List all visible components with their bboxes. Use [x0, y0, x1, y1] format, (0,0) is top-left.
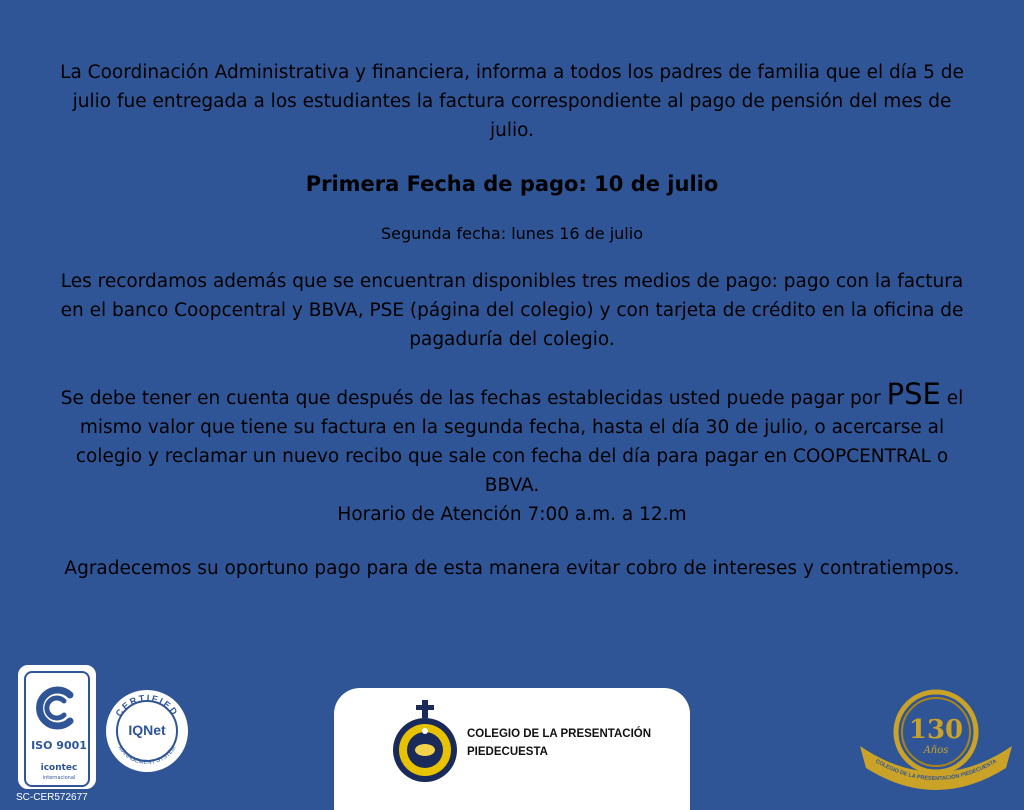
certificate-code: SC-CER572677 — [16, 792, 88, 803]
iso-label: ISO 9001 — [31, 739, 87, 752]
anniversary-word: Años — [923, 745, 949, 756]
icontec-brand: icontec — [40, 763, 78, 773]
icontec-subbrand: internacional — [42, 775, 76, 781]
anniversary-ribbon-text: COLEGIO DE LA PRESENTACIÓN PIEDECUESTA — [874, 758, 998, 783]
school-card — [334, 688, 690, 810]
late-note-end: el mismo valor que tiene su factura en la segunda fecha, hasta el día 30 de julio, o acercarse al colegio y reclamar un nuevo recibo que sale con fecha del día para pagar en COOPCENTRAL o BBVA. — [75, 388, 964, 496]
icontec-frame — [24, 671, 90, 787]
iqnet-bottom-text: MANAGEMENT SYSTEM — [116, 745, 178, 767]
closing-thanks: Agradecemos su oportuno pago para de esta manera evitar cobro de intereses y contratiempos. — [64, 558, 960, 579]
second-payment-date: Segunda fecha: lunes 16 de julio — [381, 224, 643, 243]
icontec-iso-logo — [18, 665, 96, 789]
payment-notice — [50, 58, 974, 583]
school-name-line2: PIEDECUESTA — [467, 746, 548, 758]
school-crest-icon — [390, 698, 460, 790]
iqnet-certified-logo — [104, 688, 190, 774]
iqnet-top-text: CERTIFIED — [113, 692, 181, 719]
notice-intro: La Coordinación Administrativa y financiera, informa a todos los padres de familia que el día 5 de julio fue entregada a los estudiantes la factura correspondiente al pago de pensión del mes de julio. — [60, 62, 964, 141]
late-payment-note — [50, 377, 974, 500]
school-name-line1: COLEGIO DE LA PRESENTACIÓN — [467, 728, 652, 740]
anniversary-number: 130 — [908, 715, 964, 745]
payment-methods: Les recordamos además que se encuentran disponibles tres medios de pago: pago con la factura en el banco Coopcentral y BBVA, PSE (página del colegio) y con tarjeta de crédito en la oficina de pagaduría del colegio. — [60, 271, 964, 350]
office-hours: Horario de Atención 7:00 a.m. a 12.m — [337, 504, 687, 525]
first-payment-date: Primera Fecha de pago: 10 de julio — [305, 172, 719, 196]
iqnet-name: IQNet — [128, 722, 166, 738]
pse-emphasis: PSE — [886, 377, 941, 411]
late-note-start: Se debe tener en cuenta que después de las fechas establecidas usted puede pagar por — [60, 388, 887, 409]
anniversary-130-logo — [856, 688, 1016, 798]
icontec-mark-icon — [26, 677, 88, 739]
school-name — [467, 725, 651, 761]
